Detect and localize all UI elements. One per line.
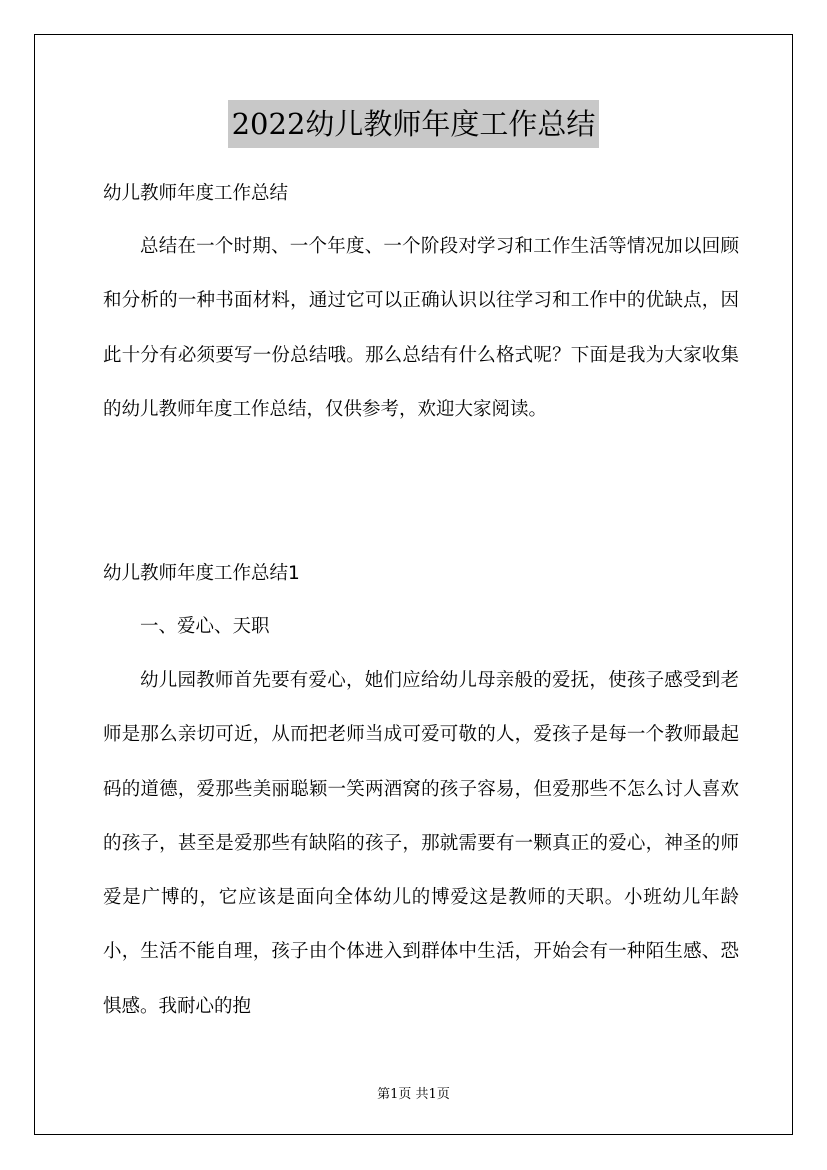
section-item: 一、爱心、天职 — [140, 616, 270, 637]
body-paragraph: 幼儿园教师首先要有爱心，她们应给幼儿母亲般的爱抚，使孩子感受到老师是那么亲切可近，从而把老师当成可爱可敬的人，爱孩子是每一个教师最起码的道德，爱那些美丽聪颖一笑两酒窝的孩子容易，但爱那些不怎么讨人喜欢的孩子，甚至是爱那些有缺陷的孩子，那就需要有一颗真正的爱心，神圣的师爱是广博的，它应该是面向全体幼儿的博爱这是教师的天职。小班幼儿年龄小，生活不能自理，孩子由个体进入到群体中生活，开始会有一种陌生感、恐惧感。我耐心的抱 — [103, 670, 739, 1017]
document-subtitle: 幼儿教师年度工作总结 — [103, 183, 289, 204]
page-footer: 第1页 共1页 — [377, 1087, 450, 1102]
intro-paragraph: 总结在一个时期、一个年度、一个阶段对学习和工作生活等情况加以回顾和分析的一种书面材料，通过它可以正确认识以往学习和工作中的优缺点，因此十分有必须要写一份总结哦。那么总结有什么格式呢？下面是我为大家收集的幼儿教师年度工作总结，仅供参考，欢迎大家阅读。 — [103, 236, 739, 420]
section-heading: 幼儿教师年度工作总结1 — [103, 563, 300, 584]
title-container — [0, 100, 827, 148]
document-title: 2022幼儿教师年度工作总结 — [228, 100, 600, 148]
